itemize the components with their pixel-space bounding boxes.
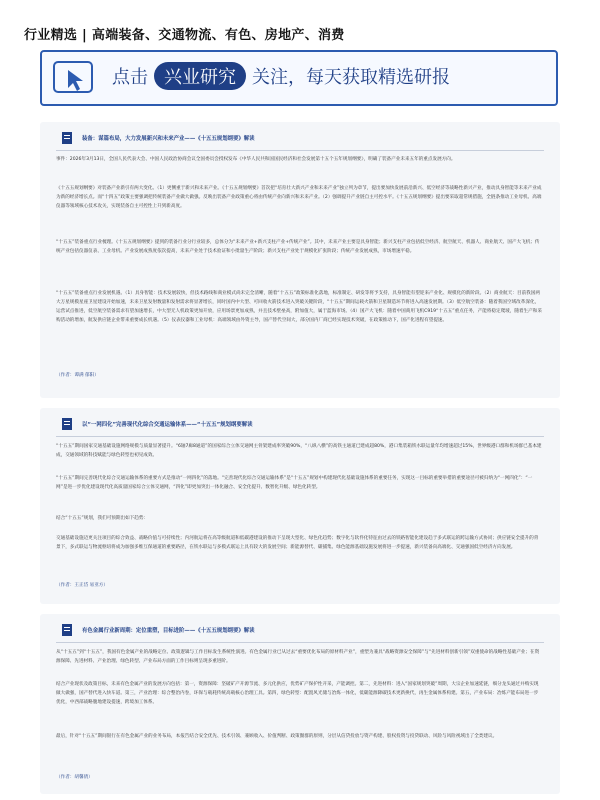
banner-text <box>112 62 450 90</box>
document-icon <box>62 418 72 430</box>
paragraph: “十五五”装备重点行业发展机遇。（1）具身智能：技术发展较快，但技术路线和商业模式尚未完全清晰，随着“十五五”政策标准化落地，标准制定、研发等将予支持，具身智能有望迎来产业化、规模化的新阶段。（2）商业航天：目前我国两大万星规模星座卫星建设开始加速，未来卫星发射数量和发射需求将显著增长，同时国内中大型、可回收火箭技术进入突破关键阶段，“十五五”期间运载火箭和卫星制造环节将进入高速发展期。（3）低空航空装备：随着我国空域改革深化，运营试点推进，低空航空装备需求有望加速增长，中大型无人机政策更加开放，应用场景更加成熟，并且技术壁垒高，附加值大，属于蓝海市场。（4）国产大飞机：随着中国商用飞机C919“十五五”重点任务，产能将稳定爬坡，随着生产和采购活动的增加，航发供应链企业带来重要成长机遇。（5）仪表仪器和工业母机：高端领域由外资主导，国产替代空间大，部分国内厂商已经实现技术突破，在政策推动下，国产化进程有望提速。 <box>56 291 542 323</box>
paragraph: “十五五”期间国家交通基础设施网络规模与质量显著提升。“6轴7廊8通道”的国家综合立体交通网主骨架建成率突破90%，“八纵八横”的高铁主通道已建成超80%，港口集装箱铁水联运量年均增速超过15%，世界级港口群和机场群已基本建成，交通领域的科技赋能与绿色转型也初见成效。 <box>56 444 542 458</box>
banner-highlight[interactable]: 兴业研究 <box>154 62 246 90</box>
paragraph: 结合“十五五”规划，我们可预期出如下趋势： <box>56 516 149 521</box>
banner-suffix: 关注，每天获取精选研报 <box>252 67 450 88</box>
section-title: 以“一网四化”完善现代化综合交通运输体系——“十五五”规划纲要解读 <box>82 422 253 428</box>
document-icon <box>62 624 72 636</box>
author-line: （作者：谭满 郁阳） <box>56 373 99 378</box>
divider <box>56 150 544 151</box>
cursor-click-icon <box>50 58 98 98</box>
section-title: 有色金属行业新周期：定位重塑，目标进阶——《十五五规划纲要》解读 <box>82 628 255 634</box>
author-line: （作者：胡馨倩） <box>56 775 93 780</box>
divider <box>56 642 544 643</box>
follow-banner[interactable] <box>40 50 558 106</box>
report-section <box>40 408 560 604</box>
page-title: 行业精选 | 高端装备、交通物流、有色、房地产、消费 <box>24 28 345 43</box>
paragraph: 《十五五规划纲要》对装备产业新引有两大变化。（1）更侧重于新兴和未来产业。《十五五规划纲要》首次把“培育壮大新兴产业和未来产业”独立列为章节，提出要加快发展前沿新兴、低空经济等战略性新兴产业，推动具身智能等未来产业成为新的经济增长点。而“十四五”政策主要强调把传统装备产业做大做强。反映出装备产业政策重心将由传统产业向新兴和未来产业。（2）强调提升产业链自主可控水平。《十五五规划纲要》提出要采取超常规措施，全链条推动工业母机、高端仪器等领域核心技术攻关，实现装备自主可控性上升到新高度。 <box>56 186 542 209</box>
document-icon <box>62 132 72 144</box>
paragraph: 结合产业现状及政策目标，未来有色金属产业的发展方向包括：第一，资源保障：坚破矿产开源节流、多元化供应，优势矿产保护性开采，产能调控。第二，先进材料：进入“国家规划突破”周期，大宗企业加速延链，细分龙头通过并购实现做大做强，国产替代进入快车道。第三，产业治理：综合整治内卷，环保与载耗传统高载核心治理工具。第四，绿色转型：配置风光储与冶炼一体化，低碳能源降碳技术更新换代，再生金属体系构建。第五，产业布局：冶炼产能布局进一步优化，中西部战略腹地建设提速，跨境加工体系。 <box>56 682 539 705</box>
report-section <box>40 614 560 794</box>
section-header <box>62 624 542 638</box>
banner-prefix: 点击 <box>112 67 148 88</box>
paragraph: “十五五”装备重点行业梳理。《十五五规划纲要》提到的装备行业分行业较多，总体分为“未来产业+新兴支柱产业+传统产业”。其中，未来产业主要是具身智能；新兴支柱产业包括低空经济、航空航天、机器人、商业航天、国产大飞机；传统产业包括仪器仪表、工业母机。产业发展成熟度依次提高，未来产业处于技术验证和小批量生产阶段；新兴支柱产业处于规模化扩张阶段；传统产业发展成熟，市场增速平稳。 <box>56 240 540 254</box>
paragraph: 交通基础设施迈更关注项目的综合效益、战略价值与可持续性；内河航运将在高等级航道和低碳港建设的推动下呈现大型化、绿色化趋势；数字化与软件化特征由过去的铁路智能化建设趋于多式联运的跨运输方式协同；供应链安全提升的背景下，多式联运与物流枢纽将成为加强多维互保通道的重要路径，在铁水联运与多模式联运上具有较大的发展空间；新能源替代、碳捕集、绿色能源基础设施发展将进一步提速，新兴装备向高端化、交通强国低空经济方向发展。 <box>56 536 539 550</box>
divider <box>56 436 544 437</box>
section-header <box>62 418 542 432</box>
paragraph: “十五五”期间完善现代化综合交通运输体系的重要方式是推动“一网四化”的落地。“完善现代化综合交通运输体系”是“十五五”规划中构建现代化基础设施体系的重要任务，实现这一目标的重要举措的重要途径可被归纳为“一网四化”：“一网”是进一步优化建设现代化高质量国家综合立体交通网，“四化”即更加突出一体化融合、安全化提升、数智化升级、绿色化转型。 <box>56 476 533 490</box>
report-section <box>40 122 560 398</box>
section-title: 装备：谋篇布局，大力发展新兴和未来产业——《十五五规划纲要》解读 <box>82 136 255 142</box>
section-header <box>62 132 542 146</box>
paragraph: 事件：2026年3月13日，全国人民代表大会、中国人民政治协商会议全国委员会授权发布《中华人民共和国国民经济和社会发展第十五个五年规划纲要》，明确了装备产业未来五年的重点发展方向。 <box>56 157 456 162</box>
paragraph: 从“十五五”到“十五五”，我国有色金属产业的战略定位、政策逻辑与工作目标发生系统性演进。有色金属行业已从过去“重要优化布局的原材料产业”，重塑为兼具“战略资源安全保障”与“先进材料创新引领”双重使命的战略性基础产业；在资源保障、先进材料、产业治理、绿色转型、产业布局方面的工作目标则呈现多重进阶。 <box>56 650 540 664</box>
author-line: （作者：王正岱 易亚方） <box>56 583 108 588</box>
paragraph: 最后，针对“十五五”期间银行在有色金属产业的业务布局，本报告结合安全优先、技术引领、兼顾收入、价值判断、政策圈群的原则，分层从信贷投放与资产构建、股权投资与投贷联动、风险与风险视域出了全类建议。 <box>56 734 498 739</box>
